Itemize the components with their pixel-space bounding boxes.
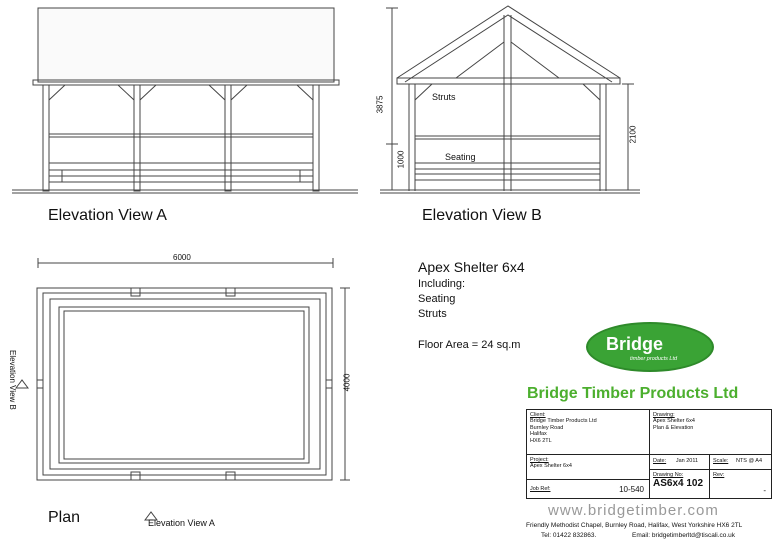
drawing-no-cell: Drawing No: AS6x4 102	[650, 470, 710, 499]
jobref-cell: Job Ref: 10-540	[527, 480, 650, 499]
elevation-a-title: Elevation View A	[48, 207, 167, 224]
struts-label: Struts	[432, 92, 456, 102]
floor-area: Floor Area = 24 sq.m	[418, 339, 521, 351]
plan-title: Plan	[48, 509, 81, 526]
seating-label: Seating	[445, 152, 476, 162]
elevation-a-bottom-label: Elevation View A	[148, 518, 215, 528]
footer-tel: Tel: 01422 832863.	[541, 532, 597, 539]
rev-cell: Rev: -	[713, 472, 766, 495]
date-cell: Date: Jan 2011	[650, 455, 710, 470]
dim-depth: 4000	[342, 373, 352, 392]
client-cell: Client: Bridge Timber Products Ltd Burnley Road Halifax HX6 2TL	[527, 410, 650, 455]
elevation-b-side-label: Elevation View B	[8, 350, 17, 410]
plan-drawing	[16, 258, 350, 520]
drawing-cell: Drawing: Apex Shelter 6x4 Plan & Elevation	[650, 410, 772, 455]
product-item-seating: Seating	[418, 293, 456, 305]
dim-height-eaves: 2100	[628, 125, 638, 144]
footer-address: Friendly Methodist Chapel, Burnley Road, Halifax, West Yorkshire HX6 2TL	[526, 522, 743, 529]
dim-height-total: 3875	[375, 95, 385, 114]
website-link[interactable]: www.bridgetimber.com	[548, 502, 719, 519]
company-logo: Bridge timber products Ltd	[586, 322, 714, 372]
scale-cell: Scale: NTS @ A4	[710, 455, 772, 470]
product-title: Apex Shelter 6x4	[418, 259, 525, 275]
dim-height-seat: 1000	[396, 150, 406, 169]
dim-width: 6000	[173, 253, 191, 262]
company-name: Bridge Timber Products Ltd	[527, 385, 739, 402]
elevation-b-drawing	[380, 6, 640, 193]
footer-email: Email: bridgetimberltd@tiscali.co.uk	[632, 532, 736, 539]
title-block	[526, 409, 772, 499]
project-cell: Project: Apex Shelter 6x4	[527, 455, 650, 480]
elevation-a-drawing	[12, 8, 358, 193]
product-including: Including:	[418, 278, 466, 290]
elevation-b-title: Elevation View B	[422, 207, 542, 224]
product-item-struts: Struts	[418, 308, 447, 320]
